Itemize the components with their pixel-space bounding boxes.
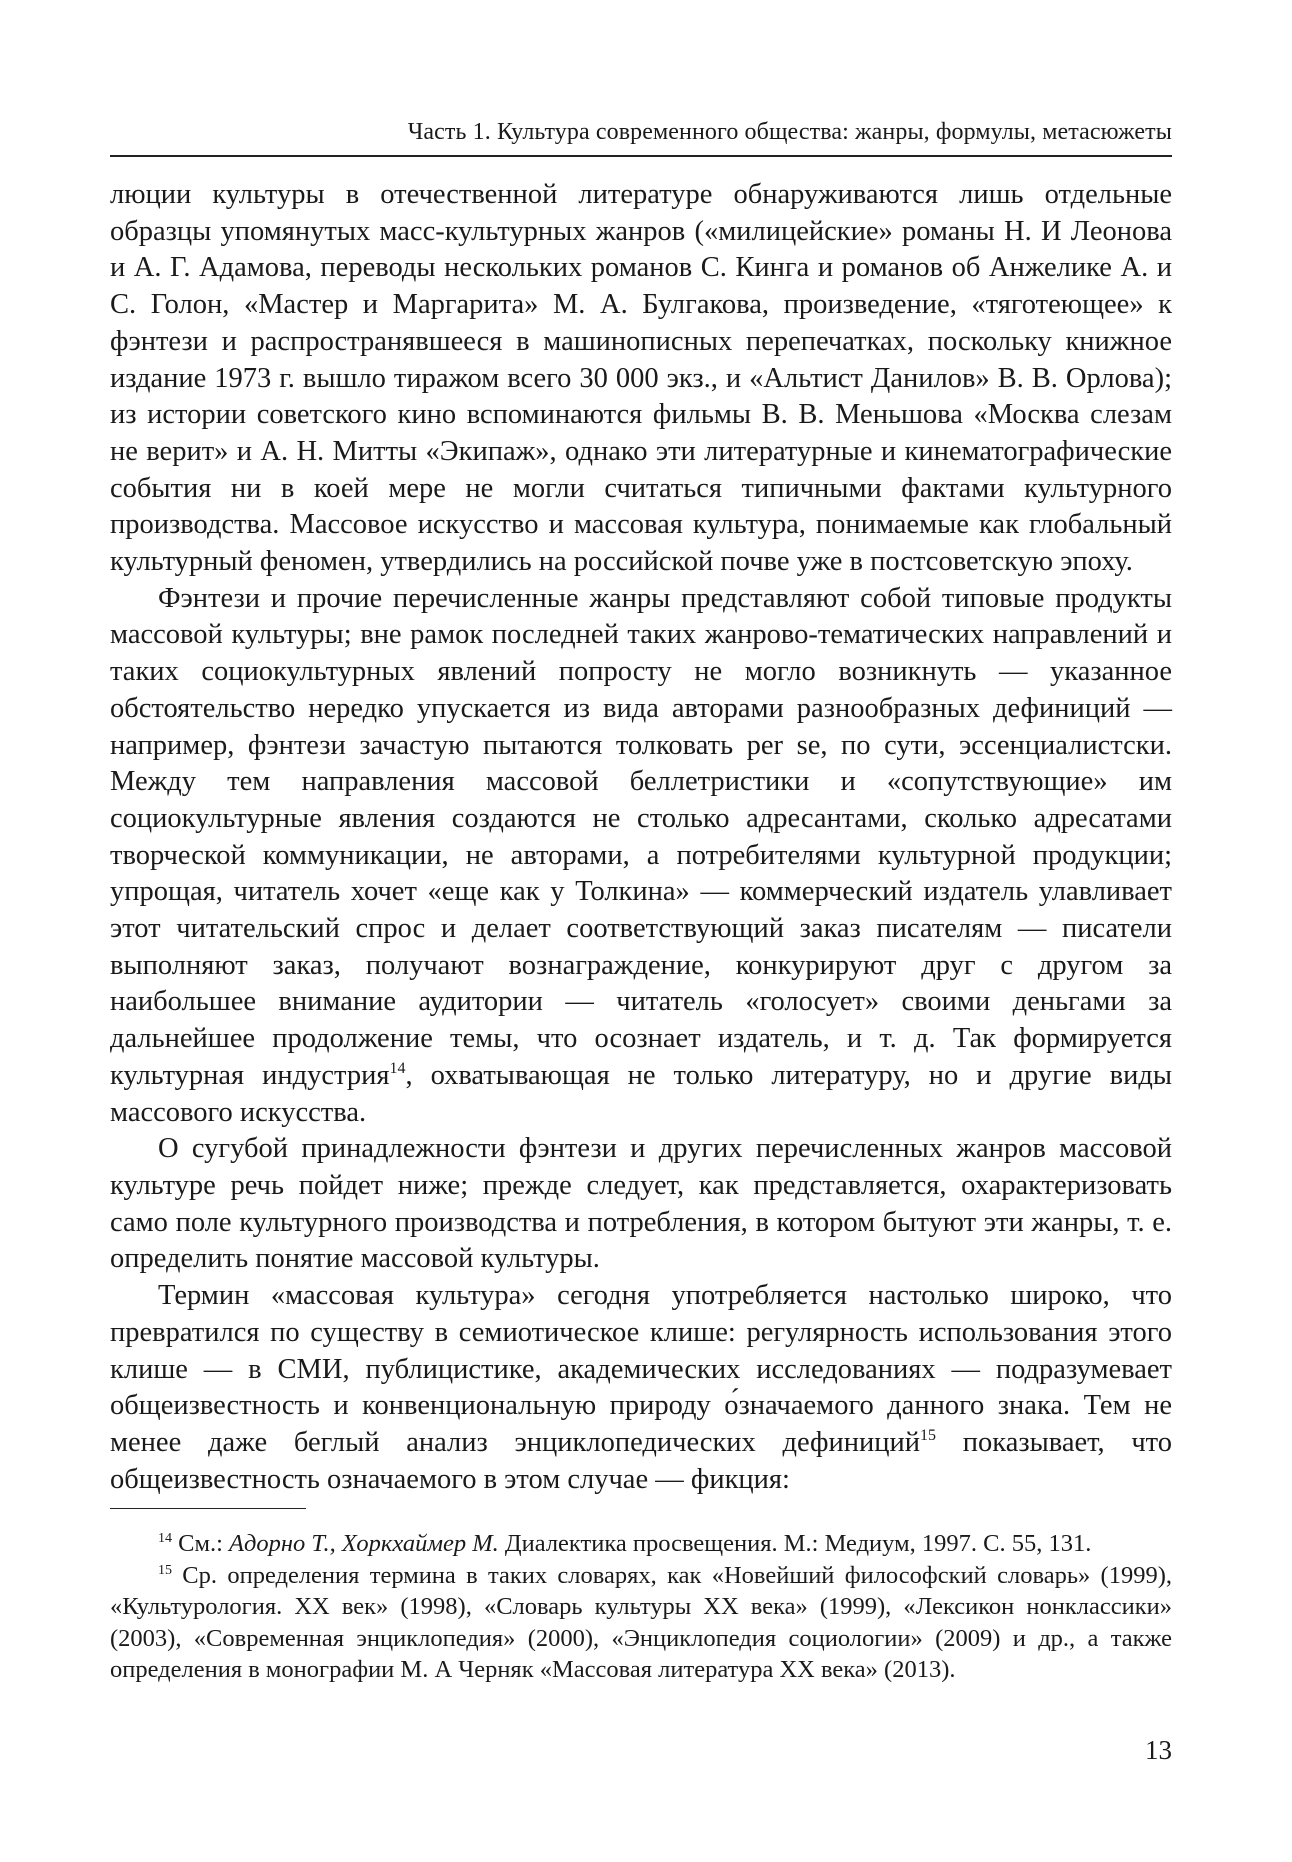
footnotes — [110, 1528, 1172, 1686]
running-header: Часть 1. Культура современного общества: жанры, формулы, метасюжеты — [407, 119, 1172, 145]
paragraph-3: О сугубой принадлежности фэнтези и других перечисленных жанров массовой культуре речь пойдет ниже; прежде следует, как представляется, охарактеризовать само поле культурного производства и потребления, в котором бытуют эти жанры, т. е. определить понятие массовой культуры. — [110, 1133, 1172, 1275]
footnote-14 — [110, 1528, 1172, 1560]
footnote-14-prefix: См.: — [172, 1530, 230, 1557]
footnote-14-number: 14 — [158, 1531, 172, 1546]
paragraph-1: люции культуры в отечественной литературе обнаруживаются лишь отдельные образцы упомянутых масс-культурных жанров («милицейские» романы Н. И Леонова и А. Г. Адамова, переводы нескольких романов С. Кинга и романов об Анжелике А. и С. Голон, «Мастер и Маргарита» М. А. Булгакова, произведение, «тяготеющее» к фэнтези и распространявшееся в машинописных перепечатках, поскольку книжное издание 1973 г. вышло тиражом всего 30 000 экз., и «Альтист Данилов» В. В. Орлова); из истории советского кино вспоминаются фильмы В. В. Меньшова «Москва слезам не верит» и А. Н. Митты «Экипаж», однако эти литературные и кинематографические события ни в коей мере не могли считаться типичными фактами культурного производства. Массовое искусство и массовая культура, понимаемые как глобальный культурный феномен, утвердились на российской почве уже в постсоветскую эпоху. — [110, 179, 1172, 578]
book-page — [110, 0, 1172, 1862]
footnote-14-text: Диалектика просвещения. М.: Медиум, 1997. С. 55, 131. — [498, 1530, 1092, 1557]
footnote-ref-14[interactable]: 14 — [389, 1059, 406, 1077]
main-text — [110, 177, 1172, 1498]
footnote-rule — [110, 1508, 306, 1509]
footnote-15-number: 15 — [158, 1562, 172, 1578]
paragraph-4-text-start: Термин «массовая культура» сегодня употребляется настолько широко, что превратился по существу в семиотическое клише: регулярность использования этого клише — в СМИ, публицистике, академических исследованиях — подразумевает общеизвестность и конвенциональную природу о́значаемого данного знака. Тем не менее даже беглый анализ энциклопедических дефиниций — [110, 1280, 1172, 1458]
paragraph-4-text-end: показывает, что общеизвестность означаемого в этом случае — фикция: — [110, 1426, 1173, 1495]
paragraph-4 — [110, 1278, 1172, 1498]
paragraph-2 — [110, 581, 1172, 1132]
footnote-14-authors: Адорно Т., Хоркхаймер М. — [229, 1530, 499, 1557]
header-rule — [110, 155, 1172, 157]
paragraph-2-text-end: , охватывающая не только литературу, но и другие виды массового искусства. — [110, 1059, 1173, 1128]
footnote-15-text: Ср. определения термина в таких словарях, как «Новейший философский словарь» (1999), «Культурология. XX век» (1998), «Словарь культуры XX века» (1999), «Лексикон нонклассики» (2003), «Современная энциклопедия» (2000), «Энциклопедия социологии» (2009) и др., а также определения в монографии М. А Черняк «Массовая литература XX века» (2013). — [110, 1561, 1172, 1683]
page-number: 13 — [1145, 1735, 1172, 1765]
footnote-15 — [110, 1560, 1172, 1686]
paragraph-2-text-start: Фэнтези и прочие перечисленные жанры представляют собой типовые продукты массовой культуры; вне рамок последней таких жанрово-тематических направлений и таких социокультурных явлений попросту не могло возникнуть — указанное обстоятельство нередко упускается из вида авторами разнообразных дефиниций — например, фэнтези зачастую пытаются толковать per se, по сути, эссенциалистски. Между тем направления массовой беллетристики и «сопутствующие» им социокультурные явления создаются не столько адресантами, сколько адресатами творческой коммуникации, не авторами, а потребителями культурной продукции; упрощая, читатель хочет «еще как у Толкина» — коммерческий издатель улавливает этот читательский спрос и делает соответствующий заказ писателям — писатели выполняют заказ, получают вознаграждение, конкурируют друг с другом за наибольшее внимание аудитории — читатель «голосует» своими деньгами за дальнейшее продолжение темы, что осознает издатель, и т. д. Так формируется культурная индустрия — [110, 582, 1172, 1091]
footnote-ref-15[interactable]: 15 — [920, 1426, 937, 1444]
